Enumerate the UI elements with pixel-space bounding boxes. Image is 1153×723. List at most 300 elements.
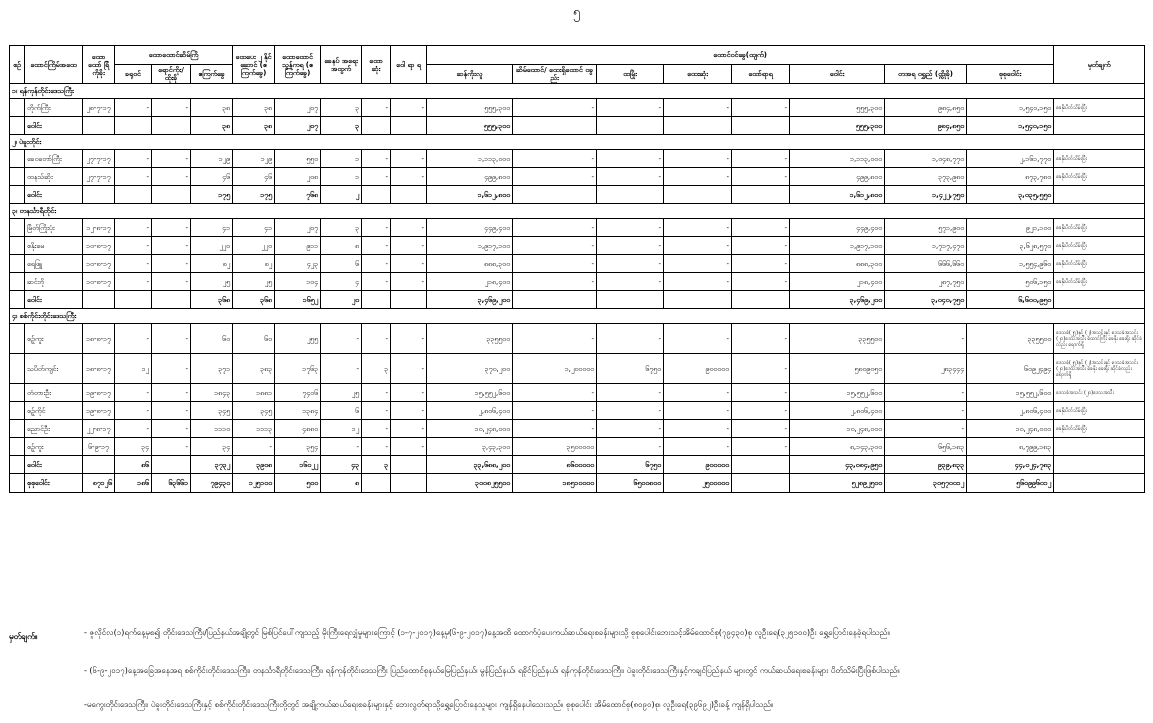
cell-c7: ၈၂ bbox=[233, 255, 275, 273]
header-sub: တအရ ဝရွှည် (ထ္ကိုခို) bbox=[885, 65, 967, 84]
cell-name: ထနသ်ဆိုး bbox=[25, 168, 83, 186]
cell-c6: ၂၂၀ bbox=[191, 237, 233, 255]
table-row bbox=[10, 438, 1145, 456]
cell-c9: ၂၀ bbox=[321, 291, 362, 309]
cell-a3 bbox=[597, 117, 664, 135]
cell-c6: ၃၇၁ bbox=[191, 354, 233, 384]
cell-a5: - bbox=[732, 237, 790, 255]
cell-a5: - bbox=[732, 324, 790, 354]
cell-date bbox=[83, 291, 115, 309]
cell-a4: - bbox=[664, 237, 732, 255]
cell-c9: ၄ bbox=[321, 273, 362, 291]
cell-sr bbox=[10, 384, 25, 402]
cell-a2: ၁,၂၀၀၀၀၀ bbox=[513, 354, 597, 384]
grand-total-label: စုစုဝေါင်း bbox=[25, 474, 83, 493]
cell-c7: ၁၈၈၁ bbox=[233, 384, 275, 402]
relief-camp-table bbox=[9, 45, 1145, 493]
cell-a5: - bbox=[732, 150, 790, 168]
cell-c11: - bbox=[391, 219, 427, 237]
section-total-row bbox=[10, 456, 1145, 474]
cell-a3: - bbox=[597, 324, 664, 354]
cell-a6: ၄၃,၀၈၄,၉၅၀ bbox=[790, 456, 885, 474]
cell-rem: ဒေသခံ(၂၅)နှင့် (၂)အသင်းနှင့် ဒေသခံအသင်း (၂၀)ဒေသအသီး ထောင်ကြီး ခေနိုး ခေးရိုး ဆိုင်ခံလည်း ရောက်ရှိ bbox=[1054, 324, 1145, 354]
cell-a8: ၁,၅၄၀,၁၅၀ bbox=[967, 99, 1054, 117]
cell-sr bbox=[10, 219, 25, 237]
cell-a1: ၄၄၉,၄၀၀ bbox=[427, 219, 513, 237]
cell-date: ၁၀-၈-၁၇ bbox=[83, 237, 115, 255]
cell-c5: - bbox=[152, 384, 191, 402]
cell-c4: - bbox=[115, 237, 152, 255]
cell bbox=[1054, 474, 1145, 493]
cell-name: ဝေါင်း bbox=[25, 117, 83, 135]
cell-a5: - bbox=[732, 438, 790, 456]
cell: ၂၅၀၀၀၀၀ bbox=[664, 474, 732, 493]
cell: ၃၀၀၈၂၅၅၀၀ bbox=[427, 474, 513, 493]
cell-c9: ၂ bbox=[321, 186, 362, 204]
table-row bbox=[10, 150, 1145, 168]
cell: ၅၂၈၉၂၅၀၀ bbox=[790, 474, 885, 493]
cell-c6: ၂၅ bbox=[191, 273, 233, 291]
cell-sr bbox=[10, 168, 25, 186]
cell: ၃၀၅၇၀၀၁၂ bbox=[885, 474, 967, 493]
cell-name: သပိတ်ကျင်း bbox=[25, 354, 83, 384]
cell-a4: - bbox=[664, 255, 732, 273]
cell-date: ၁၈-၈-၁၇ bbox=[83, 354, 115, 384]
cell-a2: ၃၅၀၀၀၀၀ bbox=[513, 438, 597, 456]
cell-a4: ၉၀၀၀၀၀ bbox=[664, 354, 732, 384]
section-header-row bbox=[10, 84, 1145, 99]
cell-c11: - bbox=[391, 354, 427, 384]
cell-c10 bbox=[362, 291, 391, 309]
cell-c5: - bbox=[152, 150, 191, 168]
header-sub: စုစုဝေါင်း bbox=[967, 65, 1054, 84]
note-1: - ဇူလိုင်လ(၁)ရက်နေ့မှစ၍ တိုင်းဒေသကြီး/ပြည်နယ်အချို့တွင် မြစ်ပြင်ပေါ်ကျသည့် မိုးကြီးရေလျှံမှုများကြောင့် (၁-၇-၂၀၁၇)နေ့မှ(၆-၉-၂၀၁၇)နေ့အထိ ထောက်ပံ့ပေးကယ်ဆယ်ရေးစခန်းများသို့ စုစုပေါင်းဘေးသင့်အိမ်ထောင်စု(၇၉၄၃၀)စု လူဦးရေ(၃၂၅၁၀၀)ဦး ရွှေ့ပြောင်းနေခဲ့ရပါသည်။ bbox=[84, 628, 890, 637]
header-group-amount: ထောင်ဝင်ခွေ(ထျက်) bbox=[427, 46, 1054, 65]
cell-a5 bbox=[732, 456, 790, 474]
cell-c4: - bbox=[115, 420, 152, 438]
cell-c5: - bbox=[152, 168, 191, 186]
cell-a1: ၅၅၅,၃၀၀ bbox=[427, 99, 513, 117]
cell-c11: - bbox=[391, 402, 427, 420]
cell-a4: - bbox=[664, 273, 732, 291]
cell-a8: ၃၃၅၅၀၀ bbox=[967, 324, 1054, 354]
cell-c11: - bbox=[391, 324, 427, 354]
cell-name: စဉ့်ကူး bbox=[25, 438, 83, 456]
cell-a2 bbox=[513, 291, 597, 309]
cell-c6: ၄၆ bbox=[191, 168, 233, 186]
cell-rem: ခေနိုးပိတ်သိမ်းပြီး bbox=[1054, 150, 1145, 168]
cell-a2: - bbox=[513, 99, 597, 117]
notes-label: မှတ်ချက်။ bbox=[9, 632, 38, 641]
cell-a7: ၁,၇၁၇,၄၇၀ bbox=[885, 237, 967, 255]
cell-sr bbox=[10, 117, 25, 135]
cell-a7: ၃၇၃,၉၈၀ bbox=[885, 168, 967, 186]
cell-c7: ၃၈ bbox=[233, 99, 275, 117]
section-header-row bbox=[10, 204, 1145, 219]
cell-c7: - bbox=[233, 438, 275, 456]
cell-a6: ၁,၆၁၂,၈၀၀ bbox=[790, 186, 885, 204]
cell-a5: - bbox=[732, 420, 790, 438]
cell-c7: ၄၆ bbox=[233, 168, 275, 186]
cell bbox=[391, 474, 427, 493]
cell-c7: ၁၂၉ bbox=[233, 150, 275, 168]
cell-c9: ၃ bbox=[321, 117, 362, 135]
cell-a2: - bbox=[513, 324, 597, 354]
cell-name: စနိုးမေ bbox=[25, 237, 83, 255]
cell-a7: - bbox=[885, 402, 967, 420]
cell-rem: ခေနိုးပိတ်သိမ်းပြီး bbox=[1054, 420, 1145, 438]
table-row bbox=[10, 237, 1145, 255]
cell-a3: - bbox=[597, 273, 664, 291]
cell-sr bbox=[10, 402, 25, 420]
cell-c8: ၁၇၆၃ bbox=[275, 354, 321, 384]
cell-rem bbox=[1054, 291, 1145, 309]
cell-a6: ၄၄၉,၄၀၀ bbox=[790, 219, 885, 237]
cell-a1: ၂,၈၀၆,၄၀၀ bbox=[427, 402, 513, 420]
cell-c11: - bbox=[391, 273, 427, 291]
cell-a2: - bbox=[513, 420, 597, 438]
cell-a1: ၂၁၈,၄၀၀ bbox=[427, 273, 513, 291]
cell-a2 bbox=[513, 186, 597, 204]
cell-c9: ၃ bbox=[321, 99, 362, 117]
header-sub: ဆိမ်ထောင်/ ထေးရှိထောင် ဝခွည်း bbox=[513, 65, 597, 84]
header-sub: ဝေါင်း bbox=[790, 65, 885, 84]
cell-rem: ဒေသခံ(၂၅)နှင့် (၂)အသင်းနှင့် ဒေသခံအသင်း (၂၀)ဒေသအသီး ခေနိုး ခေးရိုး ဆိုင်ခံလည်း ရောက်ရှိ bbox=[1054, 354, 1145, 384]
cell-name: ရေဖြူ bbox=[25, 255, 83, 273]
table-row bbox=[10, 273, 1145, 291]
cell-c10: - bbox=[362, 150, 391, 168]
cell-a1: ၃,၄၆၉,၂၀၀ bbox=[427, 291, 513, 309]
cell-a7: ၉၈၄,၈၅၀ bbox=[885, 99, 967, 117]
cell-sr bbox=[10, 273, 25, 291]
cell-a4: - bbox=[664, 438, 732, 456]
cell-c4: - bbox=[115, 168, 152, 186]
cell-c6: ၈၂ bbox=[191, 255, 233, 273]
cell-a7: - bbox=[885, 324, 967, 354]
cell-a5: - bbox=[732, 384, 790, 402]
cell-c6: ၁၁၁၀ bbox=[191, 420, 233, 438]
cell-a6: ၅၅၅,၃၀၀ bbox=[790, 99, 885, 117]
header-remarks: မှတ်ချက် bbox=[1054, 46, 1145, 84]
cell-a1: ၁,၉၁၇,၁၀၀ bbox=[427, 237, 513, 255]
header-c10: ထော ဆုံး bbox=[362, 46, 391, 84]
section-header-row bbox=[10, 309, 1145, 324]
cell-c8: ၂၀၈ bbox=[275, 168, 321, 186]
cell-a6: ၈,၁၄၃,၃၀၀ bbox=[790, 438, 885, 456]
table-row bbox=[10, 255, 1145, 273]
cell-a6: ၃၃၅၅၀၀ bbox=[790, 324, 885, 354]
cell-c8: ၂၀၇ bbox=[275, 117, 321, 135]
cell-a1: ၃၃၅၅၀၀ bbox=[427, 324, 513, 354]
cell-c10: - bbox=[362, 168, 391, 186]
header-sub: ဆန်ကိုးလူ bbox=[427, 65, 513, 84]
cell: ၆၅၀၀၈၀၀ bbox=[597, 474, 664, 493]
cell-a4 bbox=[664, 186, 732, 204]
cell-a8: ၄၄,၀၂၄,၇၈၃ bbox=[967, 456, 1054, 474]
cell-a5: - bbox=[732, 354, 790, 384]
cell-a5: - bbox=[732, 402, 790, 420]
cell-a6: ၁,၉၁၇,၁၀၀ bbox=[790, 237, 885, 255]
cell-c6: ၃၈ bbox=[191, 117, 233, 135]
cell-a1: ၁၀,၂၄၈,၀၀၀ bbox=[427, 420, 513, 438]
cell-c8: ၁၀၄ bbox=[275, 273, 321, 291]
cell-a3: - bbox=[597, 402, 664, 420]
cell-a8: ၉၂၁,၁၀၀ bbox=[967, 219, 1054, 237]
cell-c4: ၈၆ bbox=[115, 456, 152, 474]
cell-a2: - bbox=[513, 384, 597, 402]
cell-a7: ၃,၀၄၀,၇၅၀ bbox=[885, 291, 967, 309]
cell-a6: ၅၅၅,၃၀၀ bbox=[790, 117, 885, 135]
cell-c9: - bbox=[321, 438, 362, 456]
cell-a6: ၁,၁၁၃,၀၀၀ bbox=[790, 150, 885, 168]
cell-a2: - bbox=[513, 402, 597, 420]
cell-a6: ၁၅,၅၅၂,၆၀၀ bbox=[790, 384, 885, 402]
cell-c7: ၂၅ bbox=[233, 273, 275, 291]
cell-c10: - bbox=[362, 219, 391, 237]
section-title: ၃၊ တနင်္သာရီတိုင်း bbox=[10, 204, 1145, 219]
cell-a3: - bbox=[597, 150, 664, 168]
cell-a8: ၁၀,၂၄၈,၀၀၀ bbox=[967, 420, 1054, 438]
cell-c11: - bbox=[391, 99, 427, 117]
cell-a7: ၉၈၄,၈၅၀ bbox=[885, 117, 967, 135]
cell-a3: - bbox=[597, 219, 664, 237]
header-c7: ထေပေး ၂ နိုင် ဆောင် (ဧကြက်ခွေ) bbox=[233, 46, 275, 84]
cell-c6: ၄၁ bbox=[191, 219, 233, 237]
cell-c7: ၂၂၀ bbox=[233, 237, 275, 255]
cell-c11: - bbox=[391, 168, 427, 186]
cell-a3: - bbox=[597, 99, 664, 117]
cell-c8: ၁၆၀၂၂ bbox=[275, 456, 321, 474]
cell-c11 bbox=[391, 117, 427, 135]
cell-sr bbox=[10, 150, 25, 168]
cell-c7: ၆၀ bbox=[233, 324, 275, 354]
cell-date: ၆-၉-၁၇ bbox=[83, 438, 115, 456]
cell-c4 bbox=[115, 291, 152, 309]
cell-sr bbox=[10, 438, 25, 456]
cell: ၁၂၅၁၀၀ bbox=[233, 474, 275, 493]
cell-c9: - bbox=[321, 324, 362, 354]
cell-c5: - bbox=[152, 255, 191, 273]
cell-rem: ခေနိုးပိတ်သိမ်းပြီး bbox=[1054, 402, 1145, 420]
page-number: ၅ bbox=[572, 5, 581, 20]
cell-a4: - bbox=[664, 99, 732, 117]
cell-a4: - bbox=[664, 168, 732, 186]
cell-c7: ၃၈ bbox=[233, 117, 275, 135]
header-township: ထောင်ကြိမ်အထေ bbox=[25, 46, 83, 84]
cell-c5: - bbox=[152, 354, 191, 384]
cell-sr bbox=[10, 186, 25, 204]
cell-c11 bbox=[391, 456, 427, 474]
cell-c4: ၁၂ bbox=[115, 354, 152, 384]
cell-date: ၂၈-၇-၁၇ bbox=[83, 99, 115, 117]
cell-c4: - bbox=[115, 273, 152, 291]
cell-a1: ၁,၁၁၃,၀၀၀ bbox=[427, 150, 513, 168]
cell-rem: ဒေသခံအသင်း (၂၀)ဒေသအသီး bbox=[1054, 384, 1145, 402]
cell-c9: ၆ bbox=[321, 255, 362, 273]
cell-a4: - bbox=[664, 324, 732, 354]
cell-a7: ၂၈၃၄၄၄ bbox=[885, 354, 967, 384]
cell-c10: - bbox=[362, 273, 391, 291]
cell-a7: - bbox=[885, 420, 967, 438]
cell: ၆၃၆၆၁ bbox=[152, 474, 191, 493]
cell-sr bbox=[10, 99, 25, 117]
cell-date: ၁၉-၈-၁၇ bbox=[83, 402, 115, 420]
cell-c5: - bbox=[152, 420, 191, 438]
cell-a2: - bbox=[513, 273, 597, 291]
cell-rem: ခေနိုးပိတ်သိမ်းပြီး bbox=[1054, 168, 1145, 186]
cell-c10: - bbox=[362, 438, 391, 456]
cell-a8: ၁,၅၅၄,၉၆၀ bbox=[967, 255, 1054, 273]
cell-c9: ၂၅ bbox=[321, 384, 362, 402]
cell-date: ၂၇-၇-၁၇ bbox=[83, 150, 115, 168]
table-row bbox=[10, 99, 1145, 117]
cell-c4: - bbox=[115, 99, 152, 117]
cell-c9: ၁၂ bbox=[321, 420, 362, 438]
cell-c4: ၃၄ bbox=[115, 438, 152, 456]
cell-a4: ၉၀၀၀၀၀ bbox=[664, 456, 732, 474]
cell-c9: ၁ bbox=[321, 150, 362, 168]
cell-a2: - bbox=[513, 255, 597, 273]
grand-total-row bbox=[10, 474, 1145, 493]
cell-a3: - bbox=[597, 237, 664, 255]
cell-date: ၁၉-၈-၁၇ bbox=[83, 384, 115, 402]
cell-c8: ၃၅၄ bbox=[275, 438, 321, 456]
cell-c8: ၂၀၇ bbox=[275, 219, 321, 237]
cell-c6: ၃၈ bbox=[191, 99, 233, 117]
cell-a7: ၂၈၇,၇၅၀ bbox=[885, 273, 967, 291]
cell-rem: ခေနိုးပိတ်သိမ်းပြီး bbox=[1054, 99, 1145, 117]
cell-date bbox=[83, 186, 115, 204]
cell-c9: ၃ bbox=[321, 219, 362, 237]
cell-c10: - bbox=[362, 384, 391, 402]
cell-a7: - bbox=[885, 384, 967, 402]
cell-a5 bbox=[732, 291, 790, 309]
cell-c4 bbox=[115, 117, 152, 135]
cell-a2: - bbox=[513, 219, 597, 237]
cell-c7: ၁၁၁၃ bbox=[233, 420, 275, 438]
cell-a1: ၃၃,၆၈၈,၂၀၀ bbox=[427, 456, 513, 474]
cell-a7: ၉၃၉,၈၃၃ bbox=[885, 456, 967, 474]
cell-a2 bbox=[513, 117, 597, 135]
cell-a3 bbox=[597, 186, 664, 204]
section-total-row bbox=[10, 117, 1145, 135]
cell-c7: ၃၈၃ bbox=[233, 354, 275, 384]
cell-date: ၁၈-၈-၁၇ bbox=[83, 324, 115, 354]
cell-date bbox=[83, 456, 115, 474]
cell-name: ဝေါင်း bbox=[25, 456, 83, 474]
cell-a4: - bbox=[664, 384, 732, 402]
cell-name: ဝေါင်း bbox=[25, 291, 83, 309]
cell-a4: - bbox=[664, 402, 732, 420]
cell-a2: - bbox=[513, 150, 597, 168]
cell-rem bbox=[1054, 438, 1145, 456]
cell-c11: - bbox=[391, 384, 427, 402]
cell-a8: ၂,၁၆၁,၇၇၀ bbox=[967, 150, 1054, 168]
cell-a5: - bbox=[732, 273, 790, 291]
cell bbox=[732, 474, 790, 493]
cell-c6: ၃၇၃၂ bbox=[191, 456, 233, 474]
cell-c6: ၁၂၉ bbox=[191, 150, 233, 168]
cell-name: တိုက်ကြီး bbox=[25, 99, 83, 117]
cell-a8: ၅၀၆,၁၅၀ bbox=[967, 273, 1054, 291]
cell-c10: - bbox=[362, 255, 391, 273]
cell-a3: - bbox=[597, 168, 664, 186]
cell: ၅၆၀၉၉၆၀၁၂ bbox=[967, 474, 1054, 493]
cell-c8: ၄၂၃ bbox=[275, 255, 321, 273]
cell-c10: - bbox=[362, 420, 391, 438]
cell-a4: - bbox=[664, 150, 732, 168]
cell-a2: - bbox=[513, 237, 597, 255]
section-total-row bbox=[10, 186, 1145, 204]
cell-a6: ၁၀,၂၄၈,၀၀၀ bbox=[790, 420, 885, 438]
header-group-dead: ထောထောင်ဆိမ်ကြိ bbox=[115, 46, 233, 65]
cell-c10: - bbox=[362, 402, 391, 420]
header-sub: ဧကြက်ခွေ bbox=[191, 65, 233, 84]
section-title: ၁၊ ရန်ကုန်တိုင်းဒေသကြီး bbox=[10, 84, 1145, 99]
section-title: ၄၊ စစ်ကိုင်းတိုင်းဒေသကြီး bbox=[10, 309, 1145, 324]
cell-c10: - bbox=[362, 99, 391, 117]
cell-c5 bbox=[152, 456, 191, 474]
cell-date: ၁၀-၈-၁၇ bbox=[83, 273, 115, 291]
cell-c7: ၁၇၅ bbox=[233, 186, 275, 204]
cell-c5: - bbox=[152, 219, 191, 237]
cell-c10 bbox=[362, 117, 391, 135]
cell-sr bbox=[10, 354, 25, 384]
cell-c10: - bbox=[362, 237, 391, 255]
table-row bbox=[10, 384, 1145, 402]
cell-a6: ၄၉၉,၈၀၀ bbox=[790, 168, 885, 186]
cell-c6: ၃၄၅ bbox=[191, 402, 233, 420]
cell-a5 bbox=[732, 117, 790, 135]
cell-a5: - bbox=[732, 99, 790, 117]
cell-a8: ၆၀၉၂၄၉၄ bbox=[967, 354, 1054, 384]
cell-c7: ၃၉၀၈ bbox=[233, 456, 275, 474]
cell-c9: ၁ bbox=[321, 168, 362, 186]
section-header-row bbox=[10, 135, 1145, 150]
section-title: ၂၊ ပဲခူးတိုင်း bbox=[10, 135, 1145, 150]
cell-c4: - bbox=[115, 219, 152, 237]
cell-sr bbox=[10, 255, 25, 273]
cell-c5: - bbox=[152, 237, 191, 255]
cell-a1: ၃,၄၃,၃၀၀ bbox=[427, 438, 513, 456]
header-sub: ထမြိုး bbox=[597, 65, 664, 84]
cell-name: ညောင်ဦး bbox=[25, 420, 83, 438]
header-c8: ထောထောင် သွန်ကရ (ဧကြက်ခွေ) bbox=[275, 46, 321, 84]
cell-a8: ၃,၆၂၈,၅၇၀ bbox=[967, 237, 1054, 255]
cell-rem bbox=[1054, 117, 1145, 135]
cell-c10 bbox=[362, 186, 391, 204]
cell-sr bbox=[10, 324, 25, 354]
cell-a5: - bbox=[732, 219, 790, 237]
cell-a8: ၂,၈၀၆,၄၀၀ bbox=[967, 402, 1054, 420]
cell-a4 bbox=[664, 117, 732, 135]
cell-a6: ၅၈၀၉၀၅၀ bbox=[790, 354, 885, 384]
cell-c8: ၇၄၀၆ bbox=[275, 384, 321, 402]
cell-c8: ၇၆၈ bbox=[275, 186, 321, 204]
cell: ၁၈၆ bbox=[115, 474, 152, 493]
cell-rem: ခေနိုးပိတ်သိမ်းပြီး bbox=[1054, 237, 1145, 255]
header-sr: စဉ် bbox=[10, 46, 25, 84]
cell bbox=[10, 474, 25, 493]
cell-c10: - bbox=[362, 324, 391, 354]
cell-c8: ၂၀၇ bbox=[275, 99, 321, 117]
cell-a1: ၁,၆၁၂,၈၀၀ bbox=[427, 186, 513, 204]
cell-c9: ၈ bbox=[321, 237, 362, 255]
cell-c8: ၂၅၅ bbox=[275, 324, 321, 354]
cell-a5 bbox=[732, 186, 790, 204]
table-row bbox=[10, 219, 1145, 237]
cell-a2: - bbox=[513, 168, 597, 186]
